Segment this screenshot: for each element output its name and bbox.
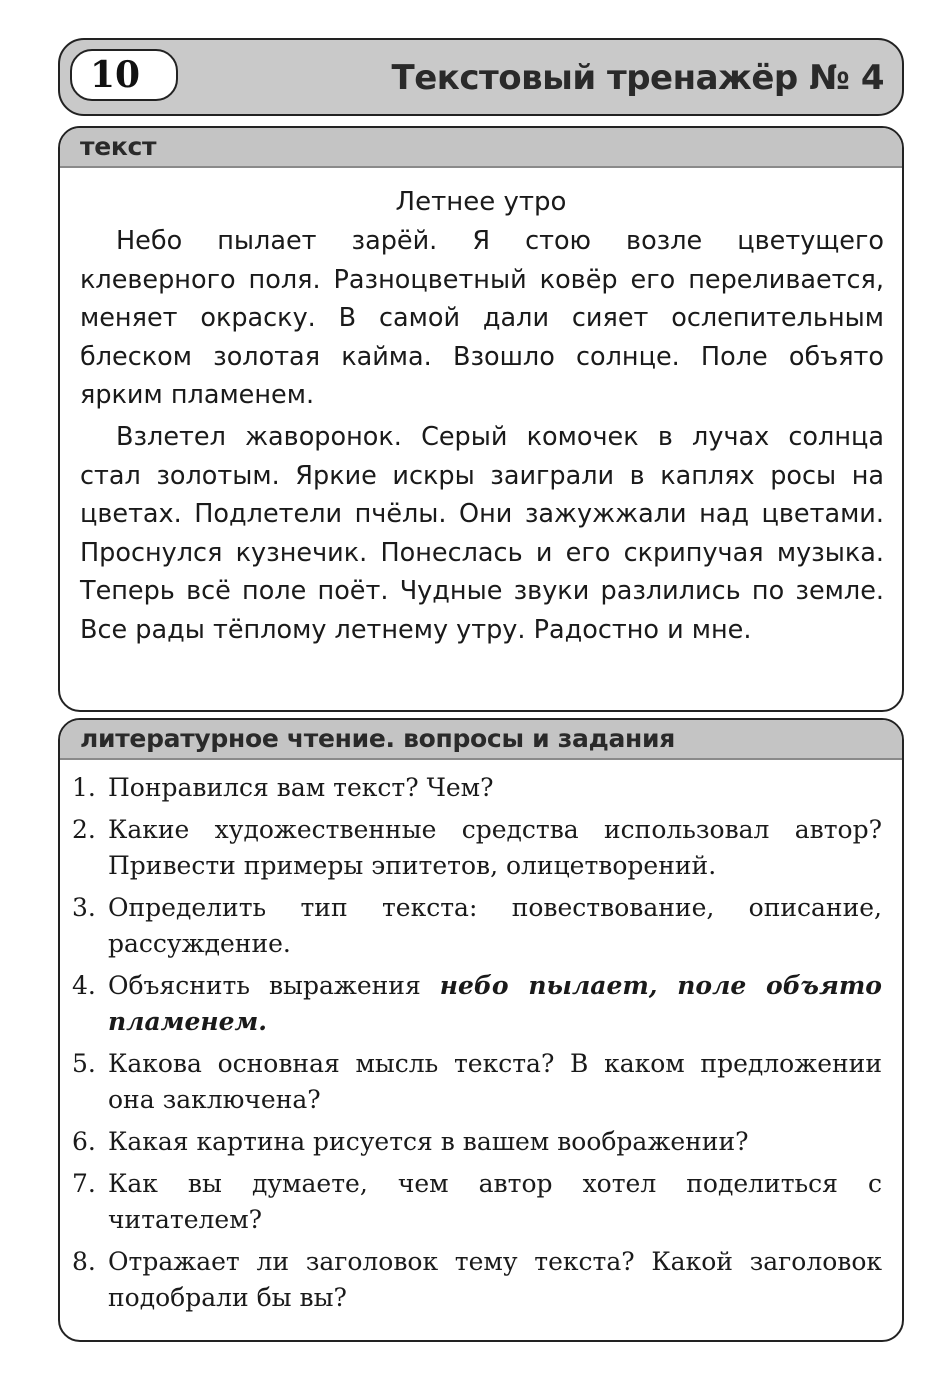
page-header (58, 38, 904, 116)
question-text: Объяснить выражения (108, 971, 421, 1000)
question-number: 3. (72, 893, 96, 922)
question-text: Как вы думаете, чем автор хотел поделиться с читателем? (108, 1169, 882, 1234)
questions-section-label: литературное чтение. вопросы и задания (60, 720, 902, 760)
question-text: Какие художественные средства использовал автор? Привести примеры эпитетов, олицетворений. (108, 815, 882, 880)
question-number: 5. (72, 1049, 96, 1078)
question-number: 4. (72, 971, 96, 1000)
question-item-2 (72, 812, 882, 884)
question-item-5 (72, 1046, 882, 1118)
question-item-7 (72, 1166, 882, 1238)
question-number: 1. (72, 773, 96, 802)
question-item-1 (72, 770, 882, 806)
question-text: Понравился вам текст? Чем? (108, 773, 494, 802)
page-title: Текстовый тренажёр № 4 (391, 58, 884, 98)
story-paragraph-1: Небо пылает зарёй. Я стою возле цветущего клеверного поля. Разноцветный ковёр его переливается, меняет окраску. В самой дали сияет ослепительным блеском золотая кайма. Взошло солнце. Поле объято ярким пламенем. (80, 226, 884, 411)
question-text: Какая картина рисуется в вашем воображении? (108, 1127, 749, 1156)
questions-section (58, 718, 904, 1342)
question-list (60, 760, 902, 1316)
question-text: Какова основная мысль текста? В каком предложении она заключена? (108, 1049, 882, 1114)
question-item-8 (72, 1244, 882, 1316)
text-section-label: текст (60, 128, 902, 168)
text-section (58, 126, 904, 712)
question-text: Определить тип текста: повествование, описание, рассуждение. (108, 893, 882, 958)
question-number: 7. (72, 1169, 96, 1198)
question-item-6 (72, 1124, 882, 1160)
question-number: 6. (72, 1127, 96, 1156)
story-paragraph-2: Взлетел жаворонок. Серый комочек в лучах солнца стал золотым. Яркие искры заиграли в каплях росы на цветах. Подлетели пчёлы. Они зажужжали над цветами. Проснулся кузнечик. Понеслась и его скрипучая музыка. Теперь всё поле поёт. Чудные звуки разлились по земле. Все рады тёплому летнему утру. Радостно и мне. (80, 421, 884, 645)
question-text: Отражает ли заголовок тему текста? Какой заголовок подобрали бы вы? (108, 1247, 882, 1312)
page-number: 10 (70, 49, 178, 101)
question-item-4 (72, 968, 882, 1040)
question-number: 8. (72, 1247, 96, 1276)
story-title: Летнее утро (395, 187, 567, 217)
question-item-3 (72, 890, 882, 962)
question-emphasis: небо пылает, поле объято пламенем. (108, 971, 882, 1036)
question-number: 2. (72, 815, 96, 844)
